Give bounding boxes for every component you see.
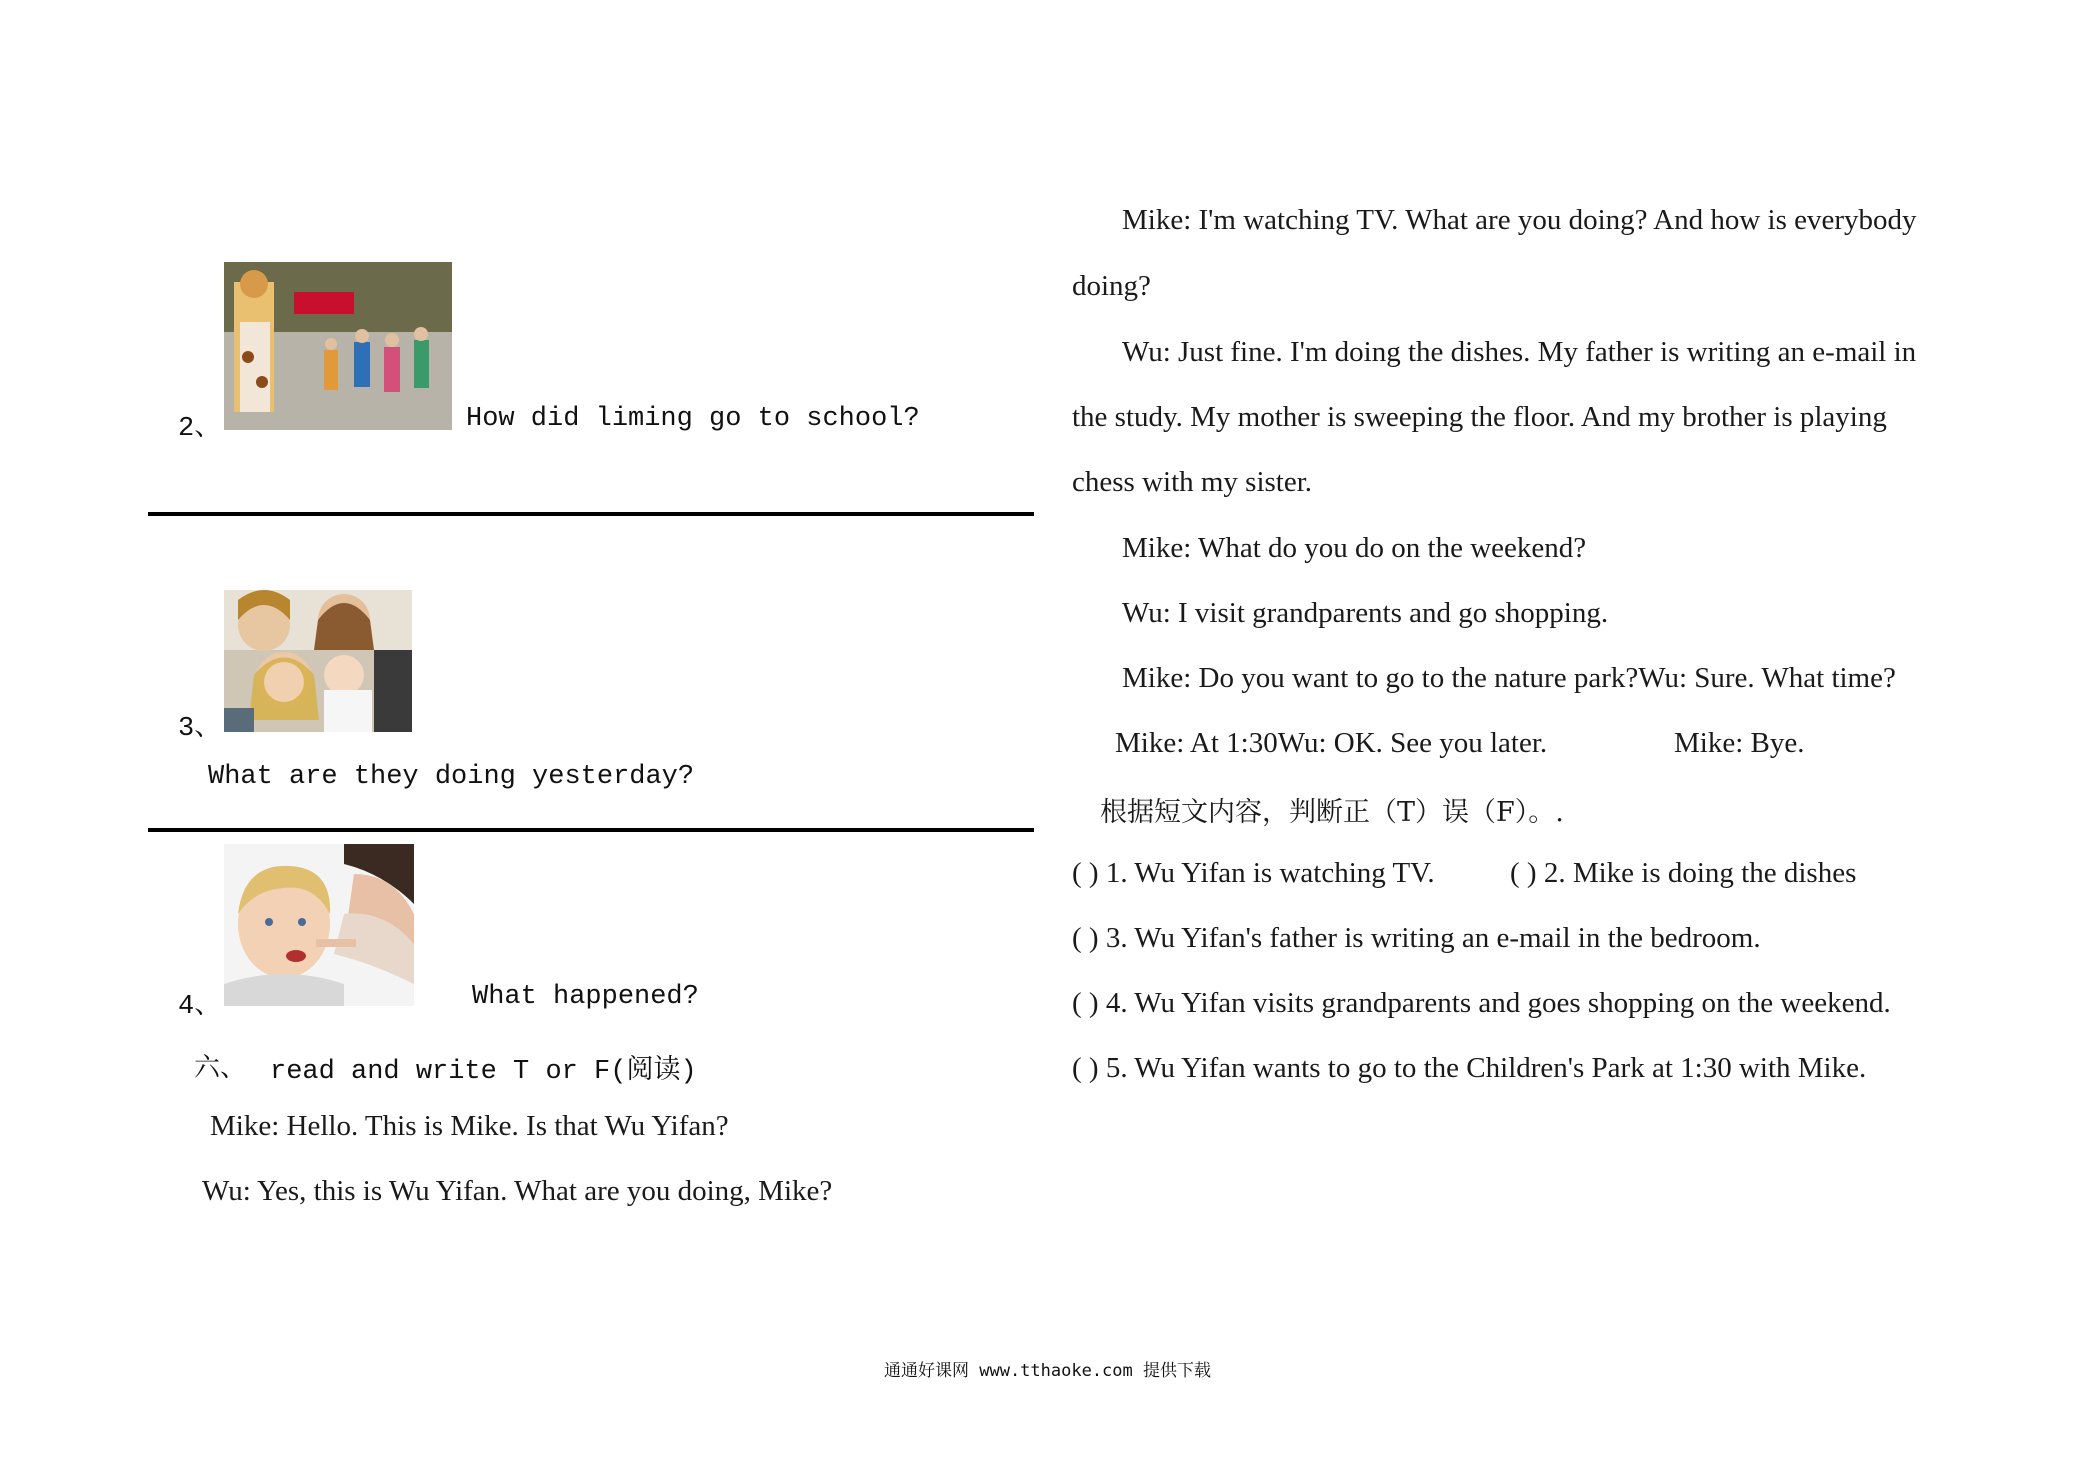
divider-line-2 bbox=[148, 828, 1034, 832]
section-6-title: read and write T or F(阅读) bbox=[270, 1057, 697, 1087]
passage-line-2: Wu: Yes, this is Wu Yifan. What are you doing, Mike? bbox=[202, 1175, 833, 1207]
passage-right-line-10: Mike: Bye. bbox=[1674, 727, 1805, 759]
photo-family-with-baby bbox=[224, 590, 412, 732]
tf-item-1: ( ) 1. Wu Yifan is watching TV. bbox=[1072, 857, 1435, 889]
photo-boy-nosebleed bbox=[224, 844, 414, 1006]
section-6-number: 六、 bbox=[194, 1053, 247, 1083]
passage-right-line-4: the study. My mother is sweeping the floor. And my brother is playing bbox=[1072, 401, 1887, 433]
passage-right-line-6: Mike: What do you do on the weekend? bbox=[1122, 532, 1587, 564]
question-3-text: What are they doing yesterday? bbox=[208, 762, 695, 792]
photo-children-walking-to-school bbox=[224, 262, 452, 430]
passage-right-line-9: Mike: At 1:30Wu: OK. See you later. bbox=[1115, 727, 1548, 759]
question-4-text: What happened? bbox=[472, 982, 699, 1012]
passage-right-line-5: chess with my sister. bbox=[1072, 466, 1313, 498]
question-2-number: 2、 bbox=[178, 414, 222, 444]
tf-item-4: ( ) 4. Wu Yifan visits grandparents and goes shopping on the weekend. bbox=[1072, 987, 1891, 1019]
tf-item-3: ( ) 3. Wu Yifan's father is writing an e-mail in the bedroom. bbox=[1072, 922, 1761, 954]
page-footer: 通通好课网 www.tthaoke.com 提供下载 bbox=[884, 1361, 1211, 1381]
question-4-number: 4、 bbox=[178, 992, 222, 1022]
passage-line-1: Mike: Hello. This is Mike. Is that Wu Yifan? bbox=[210, 1110, 729, 1142]
tf-item-5: ( ) 5. Wu Yifan wants to go to the Children's Park at 1:30 with Mike. bbox=[1072, 1052, 1867, 1084]
passage-right-line-7: Wu: I visit grandparents and go shopping. bbox=[1122, 597, 1609, 629]
passage-right-line-2: doing? bbox=[1072, 270, 1151, 302]
question-2-text: How did liming go to school? bbox=[466, 404, 920, 434]
question-3-number: 3、 bbox=[178, 714, 222, 744]
passage-right-line-1: Mike: I'm watching TV. What are you doing? And how is everybody bbox=[1122, 204, 1917, 236]
tf-instruction: 根据短文内容，判断正（T）误（F）。. bbox=[1100, 797, 1564, 828]
divider-line-1 bbox=[148, 512, 1034, 516]
passage-right-line-8: Mike: Do you want to go to the nature park?Wu: Sure. What time? bbox=[1122, 662, 1896, 694]
tf-item-2: ( ) 2. Mike is doing the dishes bbox=[1510, 857, 1857, 889]
passage-right-line-3: Wu: Just fine. I'm doing the dishes. My father is writing an e-mail in bbox=[1122, 336, 1917, 368]
